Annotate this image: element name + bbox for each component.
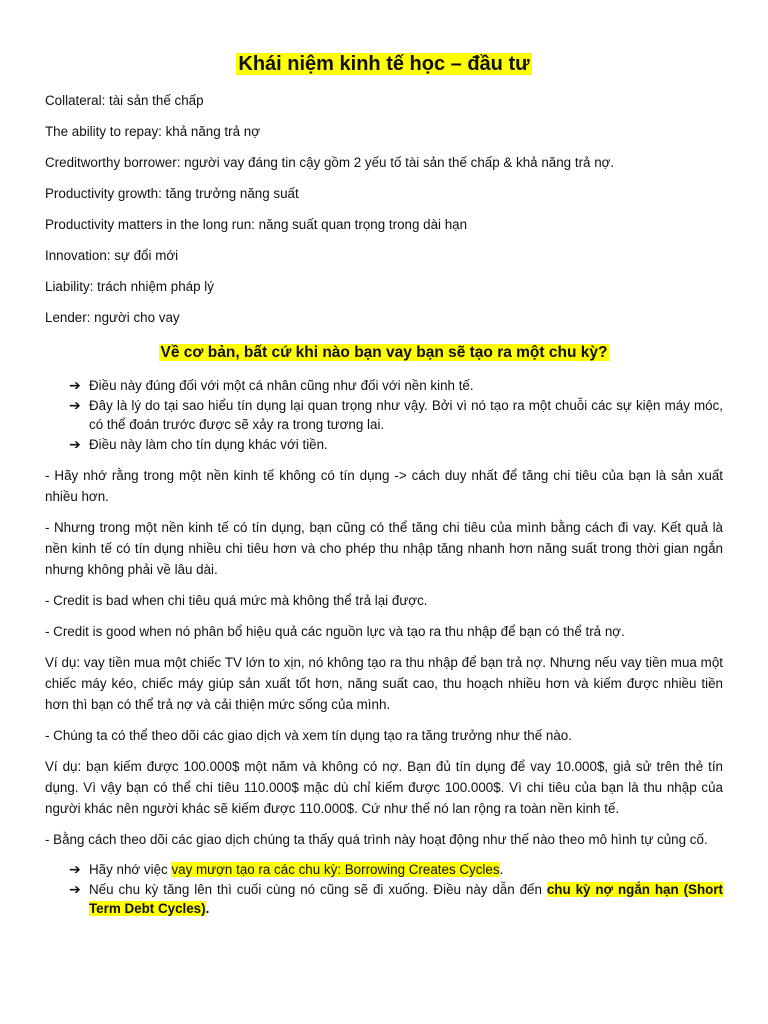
glossary-item: Innovation: sự đổi mới [45, 248, 179, 263]
arrow-right-icon: ➔ [69, 377, 81, 393]
glossary-item: Liability: trách nhiệm pháp lý [45, 279, 214, 294]
bullet-item [69, 376, 723, 396]
paragraph: Ví dụ: bạn kiếm được 100.000$ một năm và không có nợ. Bạn đủ tín dụng để vay 10.000$, giả sử trên thẻ tín dụng. Vì vậy bạn có thể chi tiêu 110.000$ mặc dù chỉ kiếm được 100.000$. Vì chi tiêu của bạn là thu nhập của người khác nên người khác sẽ kiếm được 110.000$. Cứ như thế nó lan rộng ra toàn nền kinh tế. [45, 759, 723, 816]
arrow-right-icon: ➔ [69, 861, 81, 877]
bullet-text-pre: Nếu chu kỳ tăng lên thì cuối cùng nó cũng sẽ đi xuống. Điều này dẫn đến [89, 881, 547, 897]
paragraph: - Hãy nhớ rằng trong một nền kinh tế không có tín dụng -> cách duy nhất để tăng chi tiêu của bạn là sản xuất nhiều hơn. [45, 468, 723, 504]
bullet-list-cycles [45, 860, 723, 919]
glossary-item: Collateral: tài sản thế chấp [45, 93, 204, 108]
paragraph: - Credit is bad when chi tiêu quá mức mà không thể trả lại được. [45, 593, 428, 608]
paragraph: - Chúng ta có thể theo dõi các giao dịch và xem tín dụng tạo ra tăng trưởng như thế nào. [45, 728, 572, 743]
highlighted-text: vay mượn tạo ra các chu kỳ: Borrowing Creates Cycles [171, 862, 500, 877]
bullet-text: Điều này đúng đối với một cá nhân cũng như đối với nền kinh tế. [89, 378, 474, 393]
bullet-item [69, 880, 723, 919]
glossary-item: Lender: người cho vay [45, 310, 180, 325]
bullet-text-post: . [205, 901, 210, 916]
glossary-item: Creditworthy borrower: người vay đáng tin cậy gồm 2 yếu tố tài sản thế chấp & khả năng trả nợ. [45, 155, 615, 170]
bullet-item [69, 396, 723, 435]
glossary-item: The ability to repay: khả năng trả nợ [45, 124, 260, 139]
arrow-right-icon: ➔ [69, 396, 81, 413]
subtitle-block [45, 342, 723, 376]
paragraph: - Nhưng trong một nền kinh tế có tín dụng, bạn cũng có thể tăng chi tiêu của mình bằng cách đi vay. Kết quả là nền kinh tế có tín dụng nhiều chi tiêu hơn và cho phép thu nhập tăng nhanh hơn năng suất trong thời gian ngắn nhưng không phải về lâu dài. [45, 520, 723, 577]
arrow-right-icon: ➔ [69, 435, 81, 452]
glossary-item: Productivity matters in the long run: năng suất quan trọng trong dài hạn [45, 217, 468, 232]
bullet-text: Điều này làm cho tín dụng khác với tiền. [89, 436, 328, 452]
bullet-text-pre: Hãy nhớ việc [89, 862, 172, 877]
paragraph: Ví dụ: vay tiền mua một chiếc TV lớn to xịn, nó không tạo ra thu nhập để bạn trả nợ. Nhưng nếu vay tiền mua một chiếc máy kéo, chiếc máy giúp sản xuất tốt hơn, năng suất cao, thu hoạch nhiều hơn và kiếm được nhiều tiền hơn thì bạn có thể trả nợ và cải thiện mức sống của mình. [45, 655, 723, 712]
paragraph: - Bằng cách theo dõi các giao dịch chúng ta thấy quá trình này hoạt động như thế nào theo mô hình tự củng cố. [45, 832, 708, 847]
bullet-text: Đây là lý do tại sao hiểu tín dụng lại quan trọng như vậy. Bởi vì nó tạo ra một chuỗi các sự kiện máy móc, có thể đoán trước được sẽ xảy ra trong tương lai. [89, 397, 723, 432]
bullet-item [69, 860, 723, 880]
bullet-item [69, 435, 723, 455]
paragraph: - Credit is good when nó phân bổ hiệu quả các nguồn lực và tạo ra thu nhập để bạn có thể trả nợ. [45, 624, 625, 639]
bullet-list-credit [45, 376, 723, 454]
section-heading: Về cơ bản, bất cứ khi nào bạn vay bạn sẽ tạo ra một chu kỳ? [160, 344, 608, 361]
page-title: Khái niệm kinh tế học – đầu tư [238, 53, 530, 75]
glossary-list [45, 91, 723, 339]
glossary-item: Productivity growth: tăng trưởng năng suất [45, 186, 299, 201]
bullet-text-post: . [499, 862, 504, 877]
highlighted-text: chu kỳ nợ ngắn hạn (Short Term Debt Cycles) [89, 881, 723, 916]
arrow-right-icon: ➔ [69, 880, 81, 897]
title-block [45, 0, 723, 81]
